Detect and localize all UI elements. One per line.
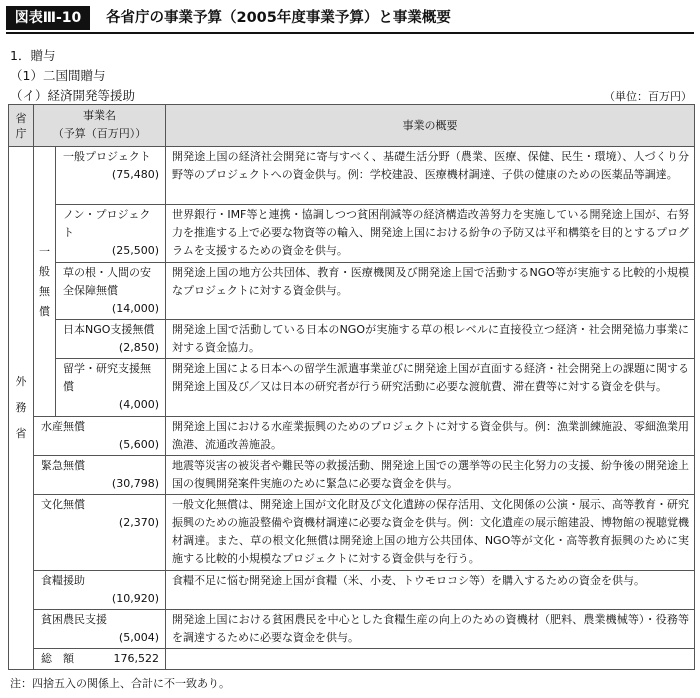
project-amount: (2,850) <box>118 341 159 354</box>
header-project-name <box>34 105 166 147</box>
ministry-label: 外務省 <box>15 375 27 440</box>
project-description: 一般文化無償は、開発途上国が文化財及び文化遺跡の保存活用、文化関係の公演・展示、高等教育・研究振興のための施設整備や資機材調達に必要な資金を供与。例：文化遺産の展示館建設、博物館の視聴覚機材調達。また、草の根文化無償は開発途上国の地方公共団体、NGO等が文化・高等教育振興のために実施する比較的小規模なプロジェクトに対する資金供与を行う。 <box>166 495 695 571</box>
heading-economic-development: （イ）経済開発等援助 <box>10 88 136 103</box>
figure-title: 各省庁の事業予算（2005年度事業予算）と事業概要 <box>106 10 451 26</box>
project-description: 世界銀行・IMF等と連携・協調しつつ貧困削減等の経済構造改善努力を実施している開発途上国が、右努力を推進する上で必要な物資等の輸入、開発途上国における紛争の予防又は平和構築を目的とするプログラムを支援するための資金を供与。 <box>166 205 695 263</box>
project-name-cell <box>34 417 166 456</box>
total-label: 総 額 <box>41 652 74 665</box>
table-row <box>9 571 695 610</box>
project-name: 文化無償 <box>41 498 85 511</box>
project-description: 開発途上国の経済社会開発に寄与すべく、基礎生活分野（農業、医療、保健、民生・環境）、人づくり分野等のプロジェクトへの資金供与。例：学校建設、医療機材調達、子供の健康のための医薬品等調達。 <box>166 147 695 205</box>
project-name: 草の根・人間の安全保障無償 <box>63 266 151 297</box>
category-label: 一般無償 <box>39 244 50 318</box>
budget-table <box>8 104 695 670</box>
project-amount: (30,798) <box>111 477 159 490</box>
project-name-cell <box>56 205 166 263</box>
project-name-cell <box>34 495 166 571</box>
project-amount: (10,920) <box>111 592 159 605</box>
total-description-empty <box>166 649 695 670</box>
project-amount: (4,000) <box>118 398 159 411</box>
project-name-cell <box>34 456 166 495</box>
table-row <box>9 205 695 263</box>
project-name: 食糧援助 <box>41 574 85 587</box>
table-row <box>9 320 695 359</box>
header-name-line2: （予算（百万円）） <box>52 127 147 140</box>
project-name-cell <box>56 263 166 320</box>
unit-label: （単位：百万円） <box>604 90 692 103</box>
table-row <box>9 456 695 495</box>
heading-bilateral-grant: （1）二国間贈与 <box>10 68 106 83</box>
project-name: 日本NGO支援無償 <box>63 323 155 336</box>
table-row <box>9 359 695 417</box>
project-name: 貧困農民支援 <box>41 613 107 626</box>
figure-title-bar <box>6 6 694 34</box>
table-row <box>9 417 695 456</box>
ministry-cell <box>9 147 34 670</box>
project-name: ノン・プロジェクト <box>63 208 151 239</box>
project-description: 開発途上国の地方公共団体、教育・医療機関及び開発途上国で活動するNGO等が実施する比較的小規模なプロジェクトに対する資金供与。 <box>166 263 695 320</box>
project-name-cell <box>34 571 166 610</box>
project-amount: (75,480) <box>111 168 159 181</box>
project-description: 地震等災害の被災者や難民等の救援活動、開発途上国での選挙等の民主化努力の支援、紛争後の開発途上国の復興開発案件実施のために緊急に必要な資金を供与。 <box>166 456 695 495</box>
category-cell <box>34 147 56 417</box>
project-description: 開発途上国で活動している日本のNGOが実施する草の根レベルに直接役立つ経済・社会開発協力事業に対する資金協力。 <box>166 320 695 359</box>
footnote: 注：四捨五入の関係上、合計に不一致あり。 <box>10 677 230 690</box>
header-ministry: 省庁 <box>9 105 34 147</box>
project-description: 開発途上国における水産業振興のためのプロジェクトに対する資金供与。例：漁業訓練施設、零細漁業用漁港、流通改善施設。 <box>166 417 695 456</box>
total-value: 176,522 <box>113 652 159 665</box>
project-amount: (5,600) <box>118 438 159 451</box>
project-description: 開発途上国による日本への留学生派遣事業並びに開発途上国が直面する経済・社会開発上の課題に関する開発途上国及び／又は日本の研究者が行う研究活動に必要な渡航費、滞在費等に対する資金を供与。 <box>166 359 695 417</box>
project-description: 食糧不足に悩む開発途上国が食糧（米、小麦、トウモロコシ等）を購入するための資金を供与。 <box>166 571 695 610</box>
project-name-cell <box>56 320 166 359</box>
total-cell <box>34 649 166 670</box>
project-name-cell <box>56 359 166 417</box>
table-total-row <box>9 649 695 670</box>
project-name-cell <box>56 147 166 205</box>
project-name: 一般プロジェクト <box>63 150 151 163</box>
header-description: 事業の概要 <box>166 105 695 147</box>
table-header-row <box>9 105 695 147</box>
project-amount: (25,500) <box>111 244 159 257</box>
project-description: 開発途上国における貧困農民を中心とした食糧生産の向上のための資機材（肥料、農業機械等）・役務等を調達するために必要な資金を供与。 <box>166 610 695 649</box>
table-row <box>9 263 695 320</box>
project-name-cell <box>34 610 166 649</box>
project-amount: (14,000) <box>111 302 159 315</box>
project-name: 緊急無償 <box>41 459 85 472</box>
table-row <box>9 495 695 571</box>
project-name: 留学・研究支援無償 <box>63 362 151 393</box>
header-name-line1: 事業名 <box>83 109 116 122</box>
project-name: 水産無償 <box>41 420 85 433</box>
project-amount: (5,004) <box>118 631 159 644</box>
heading-grant: 1．贈与 <box>10 48 56 63</box>
table-row <box>9 610 695 649</box>
project-amount: (2,370) <box>118 516 159 529</box>
table-row <box>9 147 695 205</box>
figure-number: 図表Ⅲ-10 <box>6 6 90 30</box>
